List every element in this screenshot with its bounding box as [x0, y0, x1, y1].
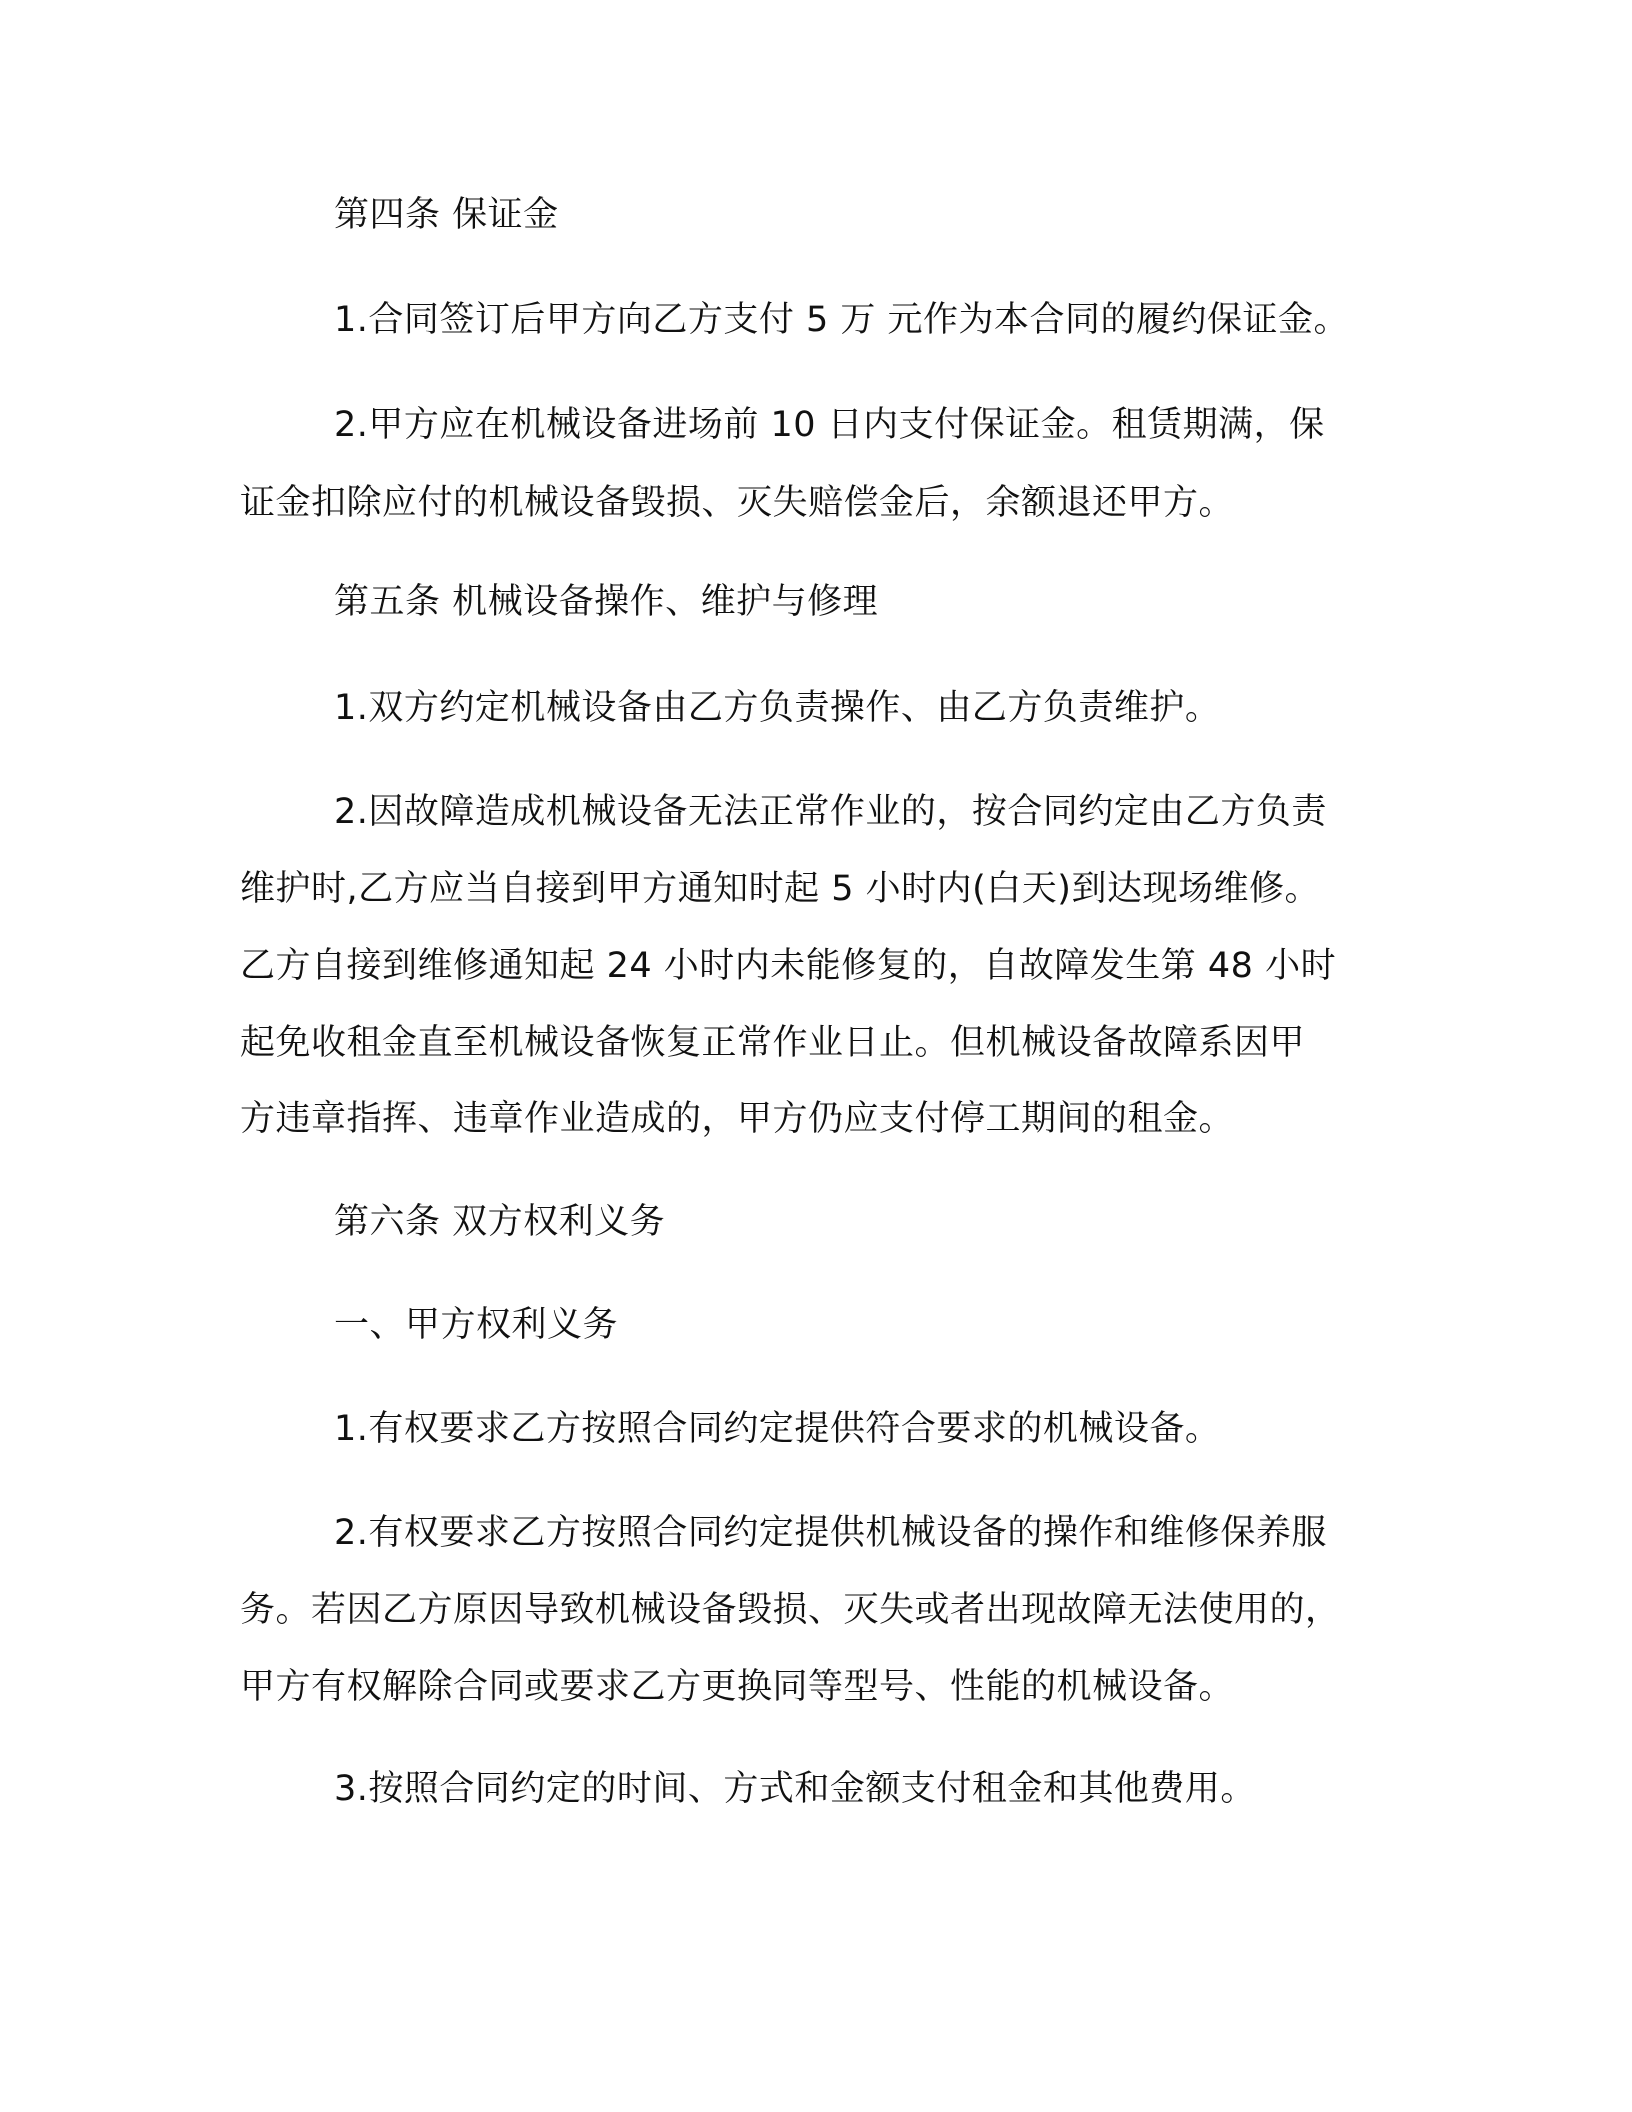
article-5-clause-2-line-4: 起免收租金直至机械设备恢复正常作业日止。但机械设备故障系因甲 — [240, 1023, 1306, 1063]
article-5-clause-2-line-2: 维护时,乙方应当自接到甲方通知时起 5 小时内(白天)到达现场维修。 — [240, 869, 1320, 909]
party-a-clause-2-line-3: 甲方有权解除合同或要求乙方更换同等型号、性能的机械设备。 — [240, 1667, 1235, 1707]
article-5-clause-1: 1.双方约定机械设备由乙方负责操作、由乙方负责维护。 — [334, 688, 1221, 728]
party-a-clause-1: 1.有权要求乙方按照合同约定提供符合要求的机械设备。 — [334, 1409, 1221, 1449]
party-a-clause-2-line-1: 2.有权要求乙方按照合同约定提供机械设备的操作和维修保养服 — [334, 1513, 1327, 1553]
article-4-heading: 第四条 保证金 — [334, 195, 559, 235]
party-a-rights-heading: 一、甲方权利义务 — [334, 1305, 619, 1345]
article-4-clause-2-line-2: 证金扣除应付的机械设备毁损、灭失赔偿金后，余额退还甲方。 — [240, 483, 1235, 523]
article-5-clause-2-line-5: 方违章指挥、违章作业造成的，甲方仍应支付停工期间的租金。 — [240, 1099, 1235, 1139]
party-a-clause-2-line-2: 务。若因乙方原因导致机械设备毁损、灭失或者出现故障无法使用的， — [240, 1590, 1341, 1630]
article-5-clause-2-line-3: 乙方自接到维修通知起 24 小时内未能修复的，自故障发生第 48 小时 — [240, 946, 1337, 986]
article-6-heading: 第六条 双方权利义务 — [334, 1202, 666, 1242]
article-5-clause-2-line-1: 2.因故障造成机械设备无法正常作业的，按合同约定由乙方负责 — [334, 792, 1327, 832]
article-5-heading: 第五条 机械设备操作、维护与修理 — [334, 582, 879, 622]
article-4-clause-1: 1.合同签订后甲方向乙方支付 5 万 元作为本合同的履约保证金。 — [334, 300, 1350, 340]
article-4-clause-2-line-1: 2.甲方应在机械设备进场前 10 日内支付保证金。租赁期满，保 — [334, 405, 1325, 445]
party-a-clause-3: 3.按照合同约定的时间、方式和金额支付租金和其他费用。 — [334, 1769, 1256, 1809]
